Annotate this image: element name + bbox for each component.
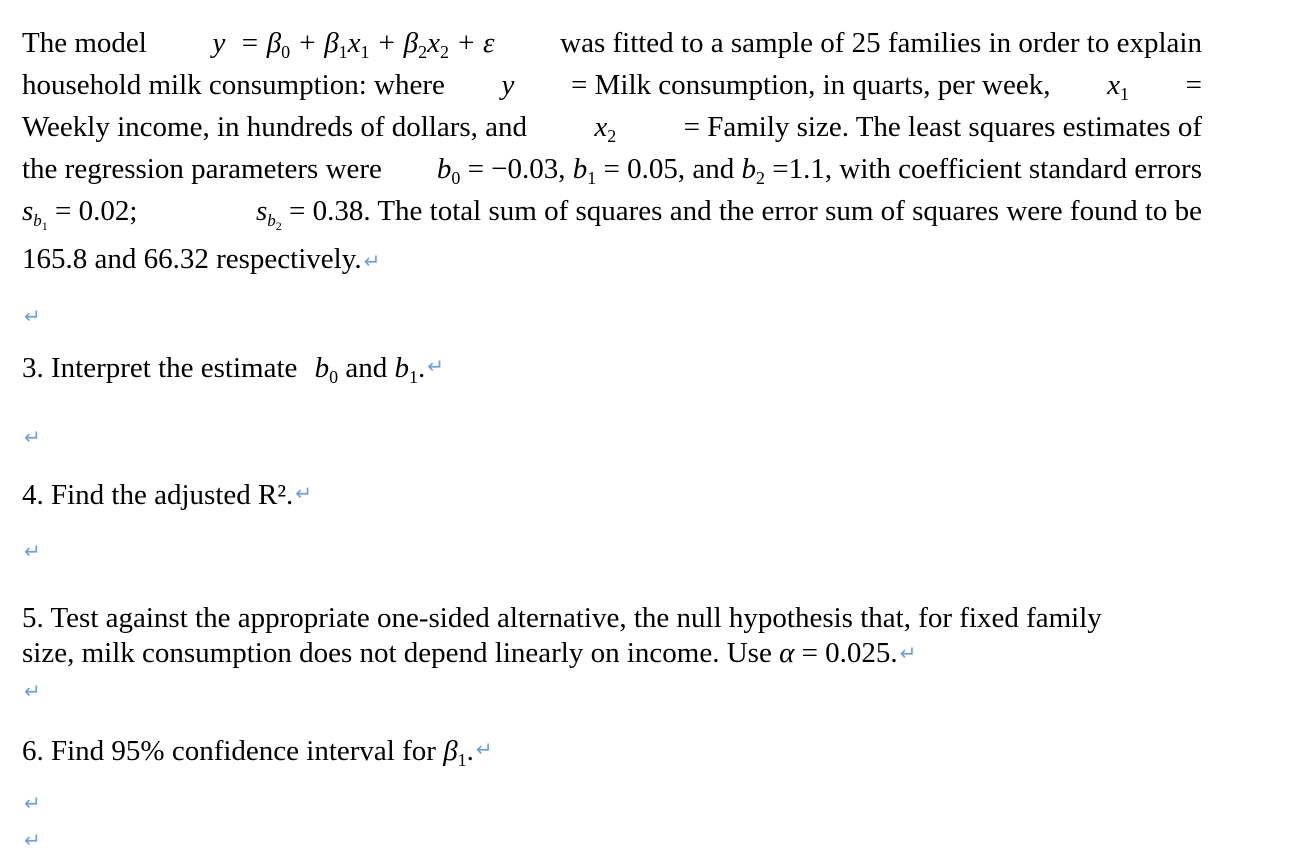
var-b0: $b_0$ (314, 352, 339, 387)
intro-line-4 (22, 148, 1202, 190)
intro-line-3 (22, 106, 1202, 148)
question-5-line-2: size, milk consumption does not depend linearly on income. Use α = 0.025. ↵ (22, 637, 917, 669)
return-mark-icon: ↵ (24, 425, 41, 449)
document-body (22, 22, 1202, 858)
empty-paragraph (22, 784, 1202, 822)
question-4-text: 4. Find the adjusted R². (22, 479, 294, 511)
question-4 (22, 475, 1202, 513)
estimates: $b_0 = -0.03$, $b_1 = 0.05$, and $b_2 =1.1$, with coefficient standard errors (436, 153, 1202, 188)
intro-paragraph (22, 22, 1202, 288)
intro-text-3b: = Family size. The least squares estimates of (683, 111, 1202, 143)
empty-paragraph (22, 409, 1202, 465)
return-mark-icon: ↵ (295, 481, 313, 505)
var-b1: $b_1$ (394, 352, 419, 387)
var-beta1: $\beta_1$ (443, 735, 467, 770)
return-mark-icon: ↵ (24, 791, 41, 815)
var-y: y (501, 69, 515, 101)
var-x1: $x_1$ (1107, 69, 1129, 104)
intro-text-3a: Weekly income, in hundreds of dollars, and (22, 111, 528, 143)
empty-paragraph (22, 288, 1202, 344)
return-mark-icon: ↵ (24, 828, 41, 852)
return-mark-icon: ↵ (24, 304, 41, 328)
se-b1: $s_{b_1} = 0.02$; (22, 195, 138, 233)
intro-eq-2: = (1185, 69, 1202, 101)
intro-text-4a: the regression parameters were (22, 153, 382, 185)
intro-line-2 (22, 64, 1202, 106)
return-mark-icon: ↵ (24, 539, 41, 563)
question-3-text: 3. Interpret the estimate (22, 352, 298, 384)
intro-text-1a: The model (22, 27, 147, 59)
se-b2: $s_{b_2} = 0.38$. The total sum of squares and the error sum of squares were found to be (255, 195, 1202, 233)
return-mark-icon: ↵ (899, 641, 917, 665)
intro-text-2a: household milk consumption: where (22, 69, 445, 101)
var-x2: $x_2$ (594, 111, 617, 146)
alpha-value: α (779, 637, 795, 669)
model-formula: $y = \beta_0 + \beta_1x_1 + \beta_2x_2 + \varepsilon$ (212, 27, 495, 62)
empty-paragraph (22, 671, 1202, 711)
question-5 (22, 601, 1202, 671)
question-3-and: and (345, 352, 388, 384)
intro-text-2b: = Milk consumption, in quarts, per week, (571, 69, 1051, 101)
empty-paragraph (22, 523, 1202, 579)
return-mark-icon: ↵ (24, 679, 41, 703)
question-6: 6. Find 95% confidence interval for $\beta_1$. ↵ (22, 731, 1202, 778)
question-6-text: 6. Find 95% confidence interval for (22, 735, 436, 767)
question-3: 3. Interpret the estimate $b_0$ and $b_1$. ↵ (22, 348, 1202, 395)
question-5-line-1: 5. Test against the appropriate one-sided alternative, the null hypothesis that, for fixed family (22, 602, 1102, 634)
return-mark-icon: ↵ (475, 737, 493, 761)
return-mark-icon: ↵ (427, 354, 445, 378)
return-mark-icon: ↵ (363, 249, 381, 273)
intro-text-6: 165.8 and 66.32 respectively. (22, 243, 362, 275)
intro-line-1 (22, 22, 1202, 64)
intro-line-5 (22, 190, 1202, 238)
intro-text-1b: was fitted to a sample of 25 families in order to explain (560, 27, 1202, 59)
empty-paragraph (22, 822, 1202, 858)
